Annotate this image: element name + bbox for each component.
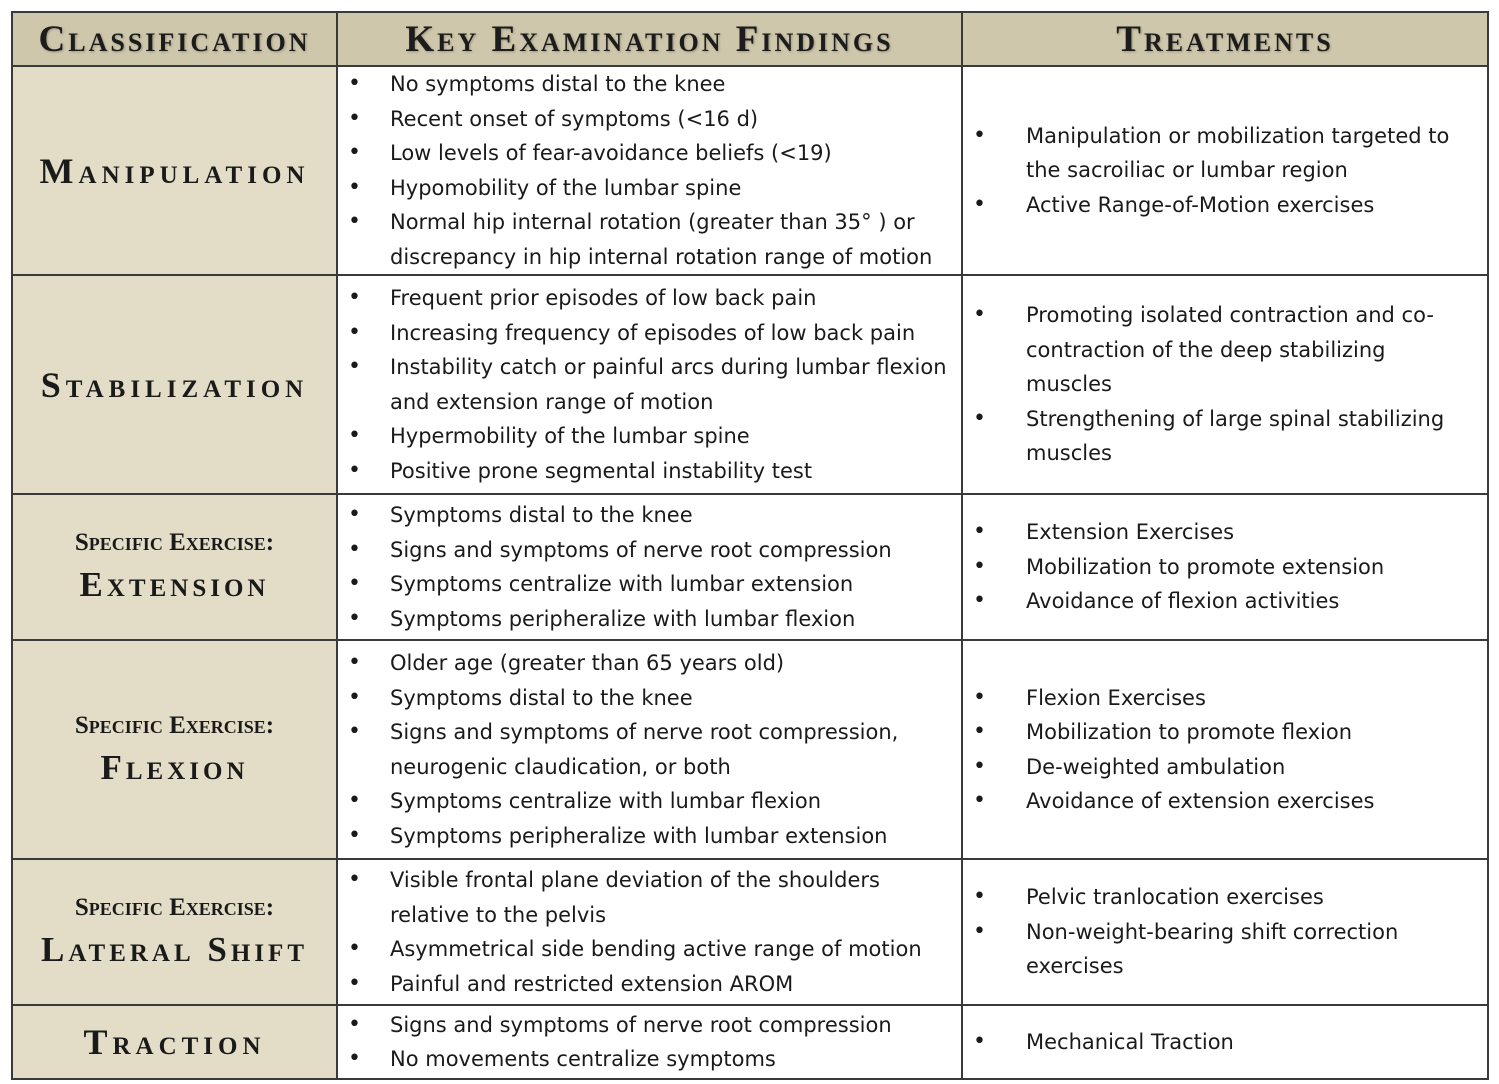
finding-item: • Visible frontal plane deviation of the shoulders relative to the pelvis	[338, 863, 961, 932]
finding-item: • Recent onset of symptoms (<16 d)	[338, 102, 961, 137]
finding-item: • Increasing frequency of episodes of low back pain	[338, 316, 961, 351]
treatments-list	[963, 1025, 1487, 1060]
treatment-item: • Avoidance of flexion activities	[963, 584, 1487, 619]
classification-cell	[12, 494, 337, 640]
treatment-item: • Non-weight-bearing shift correction exercises	[963, 915, 1487, 984]
row-flexion	[12, 640, 1488, 859]
treatment-item: • De-weighted ambulation	[963, 750, 1487, 785]
finding-item: • Hypermobility of the lumbar spine	[338, 419, 961, 454]
finding-item: • Signs and symptoms of nerve root compression, neurogenic claudication, or both	[338, 715, 961, 784]
treatments-list	[963, 298, 1487, 471]
header-classification: Classification	[12, 12, 337, 66]
findings-list	[338, 646, 961, 853]
classification-name: Extension	[79, 565, 270, 604]
finding-item: • Symptoms peripheralize with lumbar extension	[338, 819, 961, 854]
findings-list	[338, 281, 961, 488]
treatment-item: • Strengthening of large spinal stabilizing muscles	[963, 402, 1487, 471]
row-manipulation	[12, 66, 1488, 275]
row-lateral-shift	[12, 859, 1488, 1005]
treatment-item: • Mobilization to promote flexion	[963, 715, 1487, 750]
treatments-cell	[962, 275, 1488, 494]
findings-cell	[337, 275, 962, 494]
classification-cell	[12, 859, 337, 1005]
classification-prefix: Specific Exercise:	[74, 711, 275, 739]
treatments-cell	[962, 859, 1488, 1005]
treatments-cell	[962, 640, 1488, 859]
treatment-item: • Mechanical Traction	[963, 1025, 1487, 1060]
treatments-list	[963, 880, 1487, 984]
classification-name: Flexion	[100, 747, 249, 787]
finding-item: • Painful and restricted extension AROM	[338, 967, 961, 1002]
classification-name: Stabilization	[40, 364, 309, 405]
finding-item: • Normal hip internal rotation (greater than 35° ) or discrepancy in hip internal rotation range of motion	[338, 205, 961, 274]
finding-item: • Instability catch or painful arcs during lumbar flexion and extension range of motion	[338, 350, 961, 419]
finding-item: • Signs and symptoms of nerve root compression	[338, 533, 961, 568]
classification-cell	[12, 66, 337, 275]
treatments-cell	[962, 494, 1488, 640]
classification-cell	[12, 1005, 337, 1079]
finding-item: • Symptoms distal to the knee	[338, 681, 961, 716]
header-row	[12, 12, 1488, 66]
treatments-list	[963, 681, 1487, 819]
treatments-cell	[962, 1005, 1488, 1079]
finding-item: • Signs and symptoms of nerve root compression	[338, 1008, 961, 1043]
findings-cell	[337, 640, 962, 859]
findings-cell	[337, 1005, 962, 1079]
finding-item: • No movements centralize symptoms	[338, 1042, 961, 1077]
finding-item: • Asymmetrical side bending active range of motion	[338, 932, 961, 967]
finding-item: • Symptoms centralize with lumbar flexion	[338, 784, 961, 819]
treatment-item: • Extension Exercises	[963, 515, 1487, 550]
header-findings: Key Examination Findings	[337, 12, 962, 66]
findings-cell	[337, 66, 962, 275]
findings-cell	[337, 494, 962, 640]
findings-list	[338, 1008, 961, 1077]
finding-item: • Symptoms centralize with lumbar extension	[338, 567, 961, 602]
header-treatments: Treatments	[962, 12, 1488, 66]
finding-item: • Positive prone segmental instability test	[338, 454, 961, 489]
finding-item: • Low levels of fear-avoidance beliefs (<19)	[338, 136, 961, 171]
finding-item: • No symptoms distal to the knee	[338, 67, 961, 102]
row-traction	[12, 1005, 1488, 1079]
classification-cell	[12, 275, 337, 494]
findings-list	[338, 863, 961, 1001]
findings-list	[338, 67, 961, 274]
treatment-item: • Mobilization to promote extension	[963, 550, 1487, 585]
treatment-item: • Pelvic tranlocation exercises	[963, 880, 1487, 915]
findings-cell	[337, 859, 962, 1005]
treatments-list	[963, 515, 1487, 619]
classification-table	[11, 11, 1489, 1080]
finding-item: • Hypomobility of the lumbar spine	[338, 171, 961, 206]
treatment-item: • Flexion Exercises	[963, 681, 1487, 716]
classification-name: Traction	[83, 1022, 266, 1062]
finding-item: • Symptoms peripheralize with lumbar flexion	[338, 602, 961, 637]
findings-list	[338, 498, 961, 636]
finding-item: • Symptoms distal to the knee	[338, 498, 961, 533]
finding-item: • Older age (greater than 65 years old)	[338, 646, 961, 681]
classification-name: Lateral Shift	[40, 930, 308, 969]
row-extension	[12, 494, 1488, 640]
classification-cell	[12, 640, 337, 859]
classification-prefix: Specific Exercise:	[74, 529, 275, 556]
finding-item: • Frequent prior episodes of low back pain	[338, 281, 961, 316]
treatment-item: • Promoting isolated contraction and co-contraction of the deep stabilizing muscles	[963, 298, 1487, 402]
treatments-cell	[962, 66, 1488, 275]
classification-prefix: Specific Exercise:	[74, 894, 275, 921]
treatment-item: • Manipulation or mobilization targeted to the sacroiliac or lumbar region	[963, 119, 1487, 188]
row-stabilization	[12, 275, 1488, 494]
treatment-item: • Active Range-of-Motion exercises	[963, 188, 1487, 223]
treatments-list	[963, 119, 1487, 223]
classification-name: Manipulation	[39, 150, 310, 191]
treatment-item: • Avoidance of extension exercises	[963, 784, 1487, 819]
